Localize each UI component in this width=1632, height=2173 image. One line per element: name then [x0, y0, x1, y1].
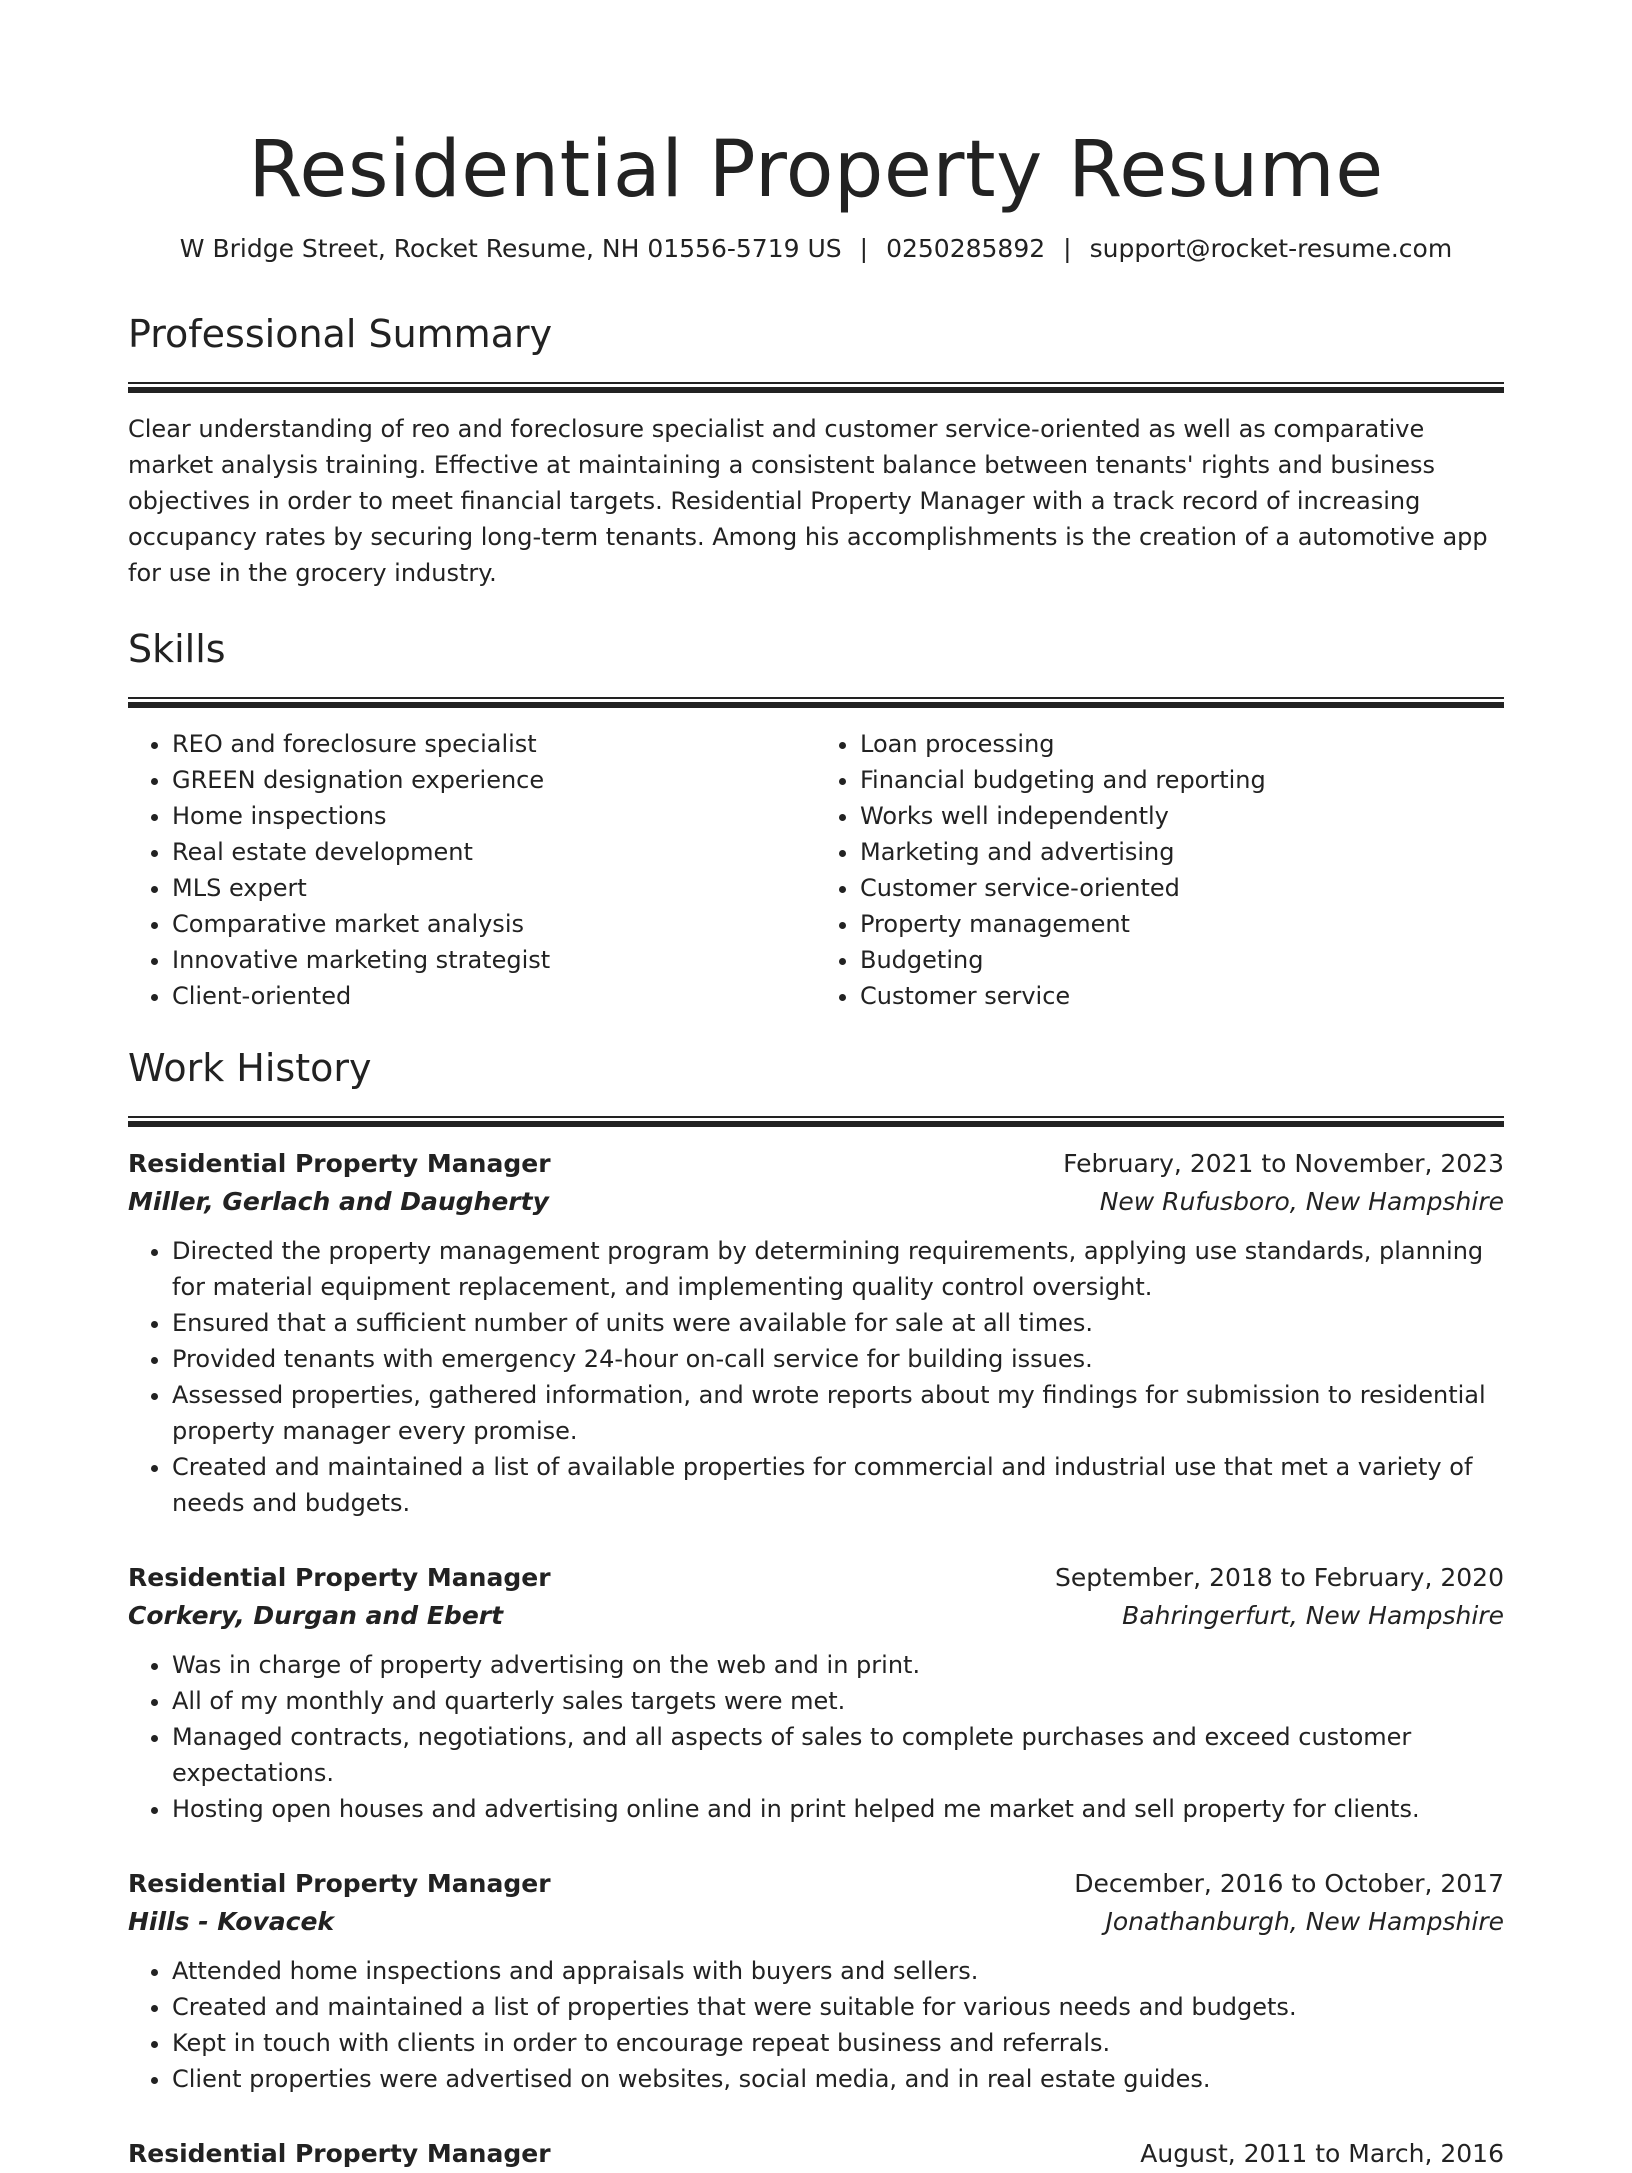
- job-entry: [128, 2135, 1504, 2173]
- skill-item: • REO and foreclosure specialist: [172, 726, 816, 762]
- job-duty: • Hosting open houses and advertising online and in print helped me market and sell property for clients.: [172, 1791, 1504, 1827]
- job-duty: • All of my monthly and quarterly sales targets were met.: [172, 1683, 1504, 1719]
- section-divider: [128, 382, 1504, 393]
- job-duty: • Directed the property management program by determining requirements, applying use standards, planning for material equipment replacement, and implementing quality control oversight.: [172, 1233, 1504, 1305]
- job-duty: • Managed contracts, negotiations, and all aspects of sales to complete purchases and exceed customer expectations.: [172, 1719, 1504, 1791]
- job-location: Jonathanburgh, New Hampshire: [1105, 1907, 1504, 1936]
- job-company: Hills - Kovacek: [128, 1907, 335, 1936]
- section-heading-skills: Skills: [128, 627, 226, 671]
- job-duty: • Created and maintained a list of properties that were suitable for various needs and budgets.: [172, 1989, 1504, 2025]
- job-title: Residential Property Manager: [128, 1869, 551, 1898]
- job-entry: [128, 1145, 1504, 1521]
- contact-line: [128, 232, 1504, 266]
- skill-item: • Innovative marketing strategist: [172, 942, 816, 978]
- section-divider: [128, 697, 1504, 708]
- job-duty: • Ensured that a sufficient number of units were available for sale at all times.: [172, 1305, 1504, 1341]
- job-header-row: [128, 1865, 1504, 1903]
- job-duty: • Kept in touch with clients in order to encourage repeat business and referrals.: [172, 2025, 1504, 2061]
- job-duty: • Provided tenants with emergency 24-hour on-call service for building issues.: [172, 1341, 1504, 1377]
- resume-title: Residential Property Resume: [248, 125, 1384, 215]
- job-duties-list: [128, 1647, 1504, 1827]
- skill-item: • GREEN designation experience: [172, 762, 816, 798]
- job-title: Residential Property Manager: [128, 2139, 551, 2168]
- job-duty: • Client properties were advertised on websites, social media, and in real estate guides.: [172, 2061, 1504, 2097]
- skill-item: • Home inspections: [172, 798, 816, 834]
- job-duty: • Was in charge of property advertising on the web and in print.: [172, 1647, 1504, 1683]
- skills-list-left: [128, 726, 816, 1014]
- job-dates: February, 2021 to November, 2023: [1063, 1149, 1504, 1178]
- job-title: Residential Property Manager: [128, 1149, 551, 1178]
- skill-item: • Customer service: [860, 978, 1504, 1014]
- section-heading-summary: Professional Summary: [128, 312, 553, 356]
- section-heading-work: Work History: [128, 1046, 372, 1090]
- job-subheader-row: [128, 1903, 1504, 1941]
- skill-item: • Marketing and advertising: [860, 834, 1504, 870]
- section-divider: [128, 1116, 1504, 1127]
- job-subheader-row: [128, 1597, 1504, 1635]
- work-history-section: [128, 1044, 1504, 2173]
- contact-email: support@rocket-resume.com: [1089, 234, 1453, 263]
- contact-address: W Bridge Street, Rocket Resume, NH 01556-5719 US: [179, 234, 842, 263]
- job-dates: September, 2018 to February, 2020: [1055, 1563, 1504, 1592]
- contact-separator: |: [859, 234, 869, 263]
- skill-item: • Property management: [860, 906, 1504, 942]
- job-entry: [128, 1865, 1504, 2097]
- job-header-row: [128, 1559, 1504, 1597]
- job-location: Bahringerfurt, New Hampshire: [1122, 1601, 1504, 1630]
- job-location: New Rufusboro, New Hampshire: [1099, 1187, 1504, 1216]
- summary-text: Clear understanding of reo and foreclosure specialist and customer service-oriented as well as comparative market analysis training. Effective at maintaining a consistent balance between tenants' rights and business objectives in order to meet financial targets. Residential Property Manager with a track record of increasing occupancy rates by securing long-term tenants. Among his accomplishments is the creation of a automotive app for use in the grocery industry.: [128, 415, 1488, 587]
- job-subheader-row: [128, 1183, 1504, 1221]
- job-company: Corkery, Durgan and Ebert: [128, 1601, 504, 1630]
- job-dates: December, 2016 to October, 2017: [1074, 1869, 1504, 1898]
- job-title: Residential Property Manager: [128, 1563, 551, 1592]
- professional-summary-section: [128, 310, 1504, 591]
- contact-separator: |: [1063, 234, 1072, 263]
- skill-item: • Works well independently: [860, 798, 1504, 834]
- skill-item: • Loan processing: [860, 726, 1504, 762]
- skills-grid: [128, 726, 1504, 1014]
- job-dates: August, 2011 to March, 2016: [1140, 2139, 1504, 2168]
- job-entry: [128, 1559, 1504, 1827]
- skill-item: • MLS expert: [172, 870, 816, 906]
- contact-phone: 0250285892: [886, 234, 1046, 263]
- skills-list-right: [816, 726, 1504, 1014]
- job-header-row: [128, 2135, 1504, 2173]
- skills-section: [128, 625, 1504, 1014]
- skill-item: • Financial budgeting and reporting: [860, 762, 1504, 798]
- skill-item: • Real estate development: [172, 834, 816, 870]
- job-duty: • Created and maintained a list of available properties for commercial and industrial use that met a variety of needs and budgets.: [172, 1449, 1504, 1521]
- job-duty: • Attended home inspections and appraisals with buyers and sellers.: [172, 1953, 1504, 1989]
- job-company: Miller, Gerlach and Daugherty: [128, 1187, 549, 1216]
- job-duty: • Assessed properties, gathered information, and wrote reports about my findings for submission to residential property manager every promise.: [172, 1377, 1504, 1449]
- skill-item: • Budgeting: [860, 942, 1504, 978]
- skill-item: • Comparative market analysis: [172, 906, 816, 942]
- skill-item: • Client-oriented: [172, 978, 816, 1014]
- job-duties-list: [128, 1233, 1504, 1521]
- job-header-row: [128, 1145, 1504, 1183]
- job-duties-list: [128, 1953, 1504, 2097]
- skill-item: • Customer service-oriented: [860, 870, 1504, 906]
